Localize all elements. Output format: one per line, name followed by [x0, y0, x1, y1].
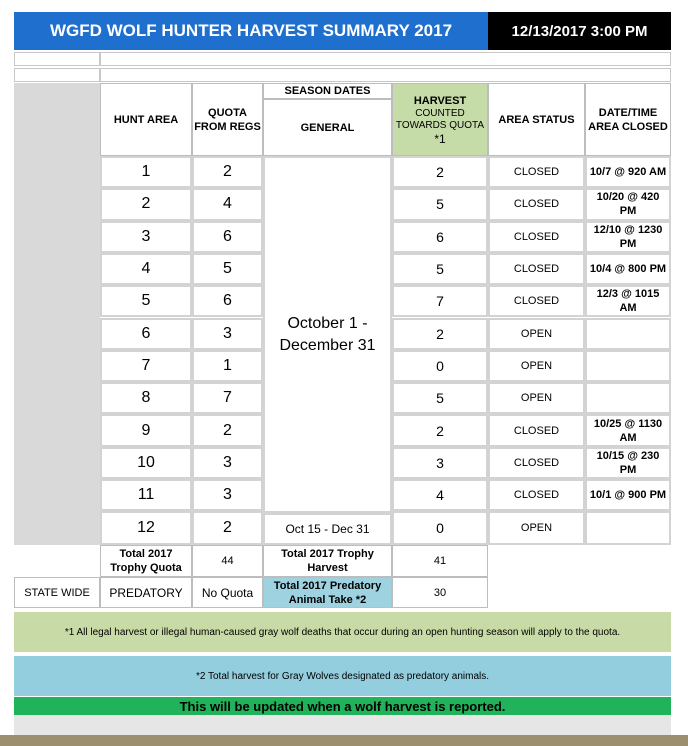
- header-season-dates: SEASON DATES: [263, 83, 392, 99]
- status-cell: OPEN: [488, 382, 585, 414]
- quota-cell: 6: [192, 285, 263, 317]
- blank-cell: [100, 68, 671, 82]
- closed-datetime-cell: 10/7 @ 920 AM: [585, 156, 671, 188]
- hunt-area-cell: 1: [100, 156, 192, 188]
- closed-datetime-cell: [585, 511, 671, 545]
- status-cell: CLOSED: [488, 188, 585, 220]
- statewide-quota: No Quota: [192, 577, 263, 608]
- harvest-cell: 0: [392, 350, 488, 382]
- closed-datetime-cell: [585, 350, 671, 382]
- header-harvest-sub: COUNTED TOWARDS QUOTA: [395, 107, 485, 131]
- closed-datetime-cell: 10/25 @ 1130 AM: [585, 414, 671, 446]
- harvest-cell: 5: [392, 188, 488, 220]
- statewide-type: PREDATORY: [100, 577, 192, 608]
- header-harvest-title: HARVEST: [413, 94, 467, 107]
- harvest-cell: 6: [392, 221, 488, 253]
- harvest-cell: 7: [392, 285, 488, 317]
- blank-cell: [14, 52, 100, 66]
- harvest-cell: 2: [392, 414, 488, 446]
- header-datetime-closed: DATE/TIME AREA CLOSED: [585, 83, 671, 156]
- report-datetime: 12/13/2017 3:00 PM: [488, 12, 671, 50]
- total-harvest-value: 41: [392, 545, 488, 577]
- status-cell: CLOSED: [488, 285, 585, 317]
- header-general: GENERAL: [263, 99, 392, 156]
- harvest-cell: 0: [392, 511, 488, 545]
- footer-blank: [14, 715, 671, 735]
- status-cell: CLOSED: [488, 447, 585, 479]
- footnote-1: *1 All legal harvest or illegal human-caused gray wolf deaths that occur during an open hunting season will apply to the quota.: [14, 612, 671, 652]
- status-cell: OPEN: [488, 350, 585, 382]
- left-margin-band: [14, 83, 100, 545]
- closed-datetime-cell: [585, 382, 671, 414]
- hunt-area-cell: 5: [100, 285, 192, 317]
- closed-datetime-cell: 12/10 @ 1230 PM: [585, 221, 671, 253]
- header-quota: QUOTA FROM REGS: [192, 83, 263, 156]
- footnote-2: *2 Total harvest for Gray Wolves designated as predatory animals.: [14, 656, 671, 696]
- harvest-cell: 2: [392, 318, 488, 350]
- predatory-take-label: Total 2017 Predatory Animal Take *2: [263, 577, 392, 608]
- blank-cell: [100, 52, 671, 66]
- total-quota-label: Total 2017 Trophy Quota: [100, 545, 192, 577]
- header-hunt-area: HUNT AREA: [100, 83, 192, 156]
- closed-datetime-cell: [585, 318, 671, 350]
- closed-datetime-cell: 10/15 @ 230 PM: [585, 447, 671, 479]
- closed-datetime-cell: 10/1 @ 900 PM: [585, 479, 671, 511]
- blank-cell: [14, 68, 100, 82]
- season-general-cell: October 1 - December 31: [263, 156, 392, 513]
- hunt-area-cell: 11: [100, 479, 192, 511]
- harvest-cell: 5: [392, 253, 488, 285]
- total-quota-value: 44: [192, 545, 263, 577]
- quota-cell: 4: [192, 188, 263, 220]
- closed-datetime-cell: 10/4 @ 800 PM: [585, 253, 671, 285]
- status-cell: CLOSED: [488, 156, 585, 188]
- status-cell: CLOSED: [488, 479, 585, 511]
- hunt-area-cell: 12: [100, 511, 192, 545]
- quota-cell: 5: [192, 253, 263, 285]
- quota-cell: 3: [192, 318, 263, 350]
- total-harvest-label: Total 2017 Trophy Harvest: [263, 545, 392, 577]
- harvest-cell: 5: [392, 382, 488, 414]
- header-harvest: [392, 83, 488, 156]
- predatory-take-value: 30: [392, 577, 488, 608]
- page-title: WGFD WOLF HUNTER HARVEST SUMMARY 2017: [14, 12, 488, 50]
- season-area12-cell: Oct 15 - Dec 31: [263, 513, 392, 545]
- quota-cell: 2: [192, 414, 263, 446]
- hunt-area-cell: 4: [100, 253, 192, 285]
- closed-datetime-cell: 12/3 @ 1015 AM: [585, 285, 671, 317]
- quota-cell: 3: [192, 479, 263, 511]
- hunt-area-cell: 7: [100, 350, 192, 382]
- hunt-area-cell: 10: [100, 447, 192, 479]
- harvest-cell: 3: [392, 447, 488, 479]
- hunt-area-cell: 3: [100, 221, 192, 253]
- header-harvest-note: *1: [434, 131, 446, 146]
- hunt-area-cell: 2: [100, 188, 192, 220]
- quota-cell: 7: [192, 382, 263, 414]
- hunt-area-cell: 9: [100, 414, 192, 446]
- header-area-status: AREA STATUS: [488, 83, 585, 156]
- quota-cell: 2: [192, 156, 263, 188]
- status-cell: OPEN: [488, 511, 585, 545]
- update-notice: This will be updated when a wolf harvest is reported.: [14, 697, 671, 715]
- statewide-label: STATE WIDE: [14, 577, 100, 608]
- status-cell: CLOSED: [488, 253, 585, 285]
- quota-cell: 3: [192, 447, 263, 479]
- hunt-area-cell: 6: [100, 318, 192, 350]
- bottom-band: [0, 735, 688, 746]
- quota-cell: 6: [192, 221, 263, 253]
- closed-datetime-cell: 10/20 @ 420 PM: [585, 188, 671, 220]
- harvest-cell: 4: [392, 479, 488, 511]
- hunt-area-cell: 8: [100, 382, 192, 414]
- status-cell: CLOSED: [488, 414, 585, 446]
- quota-cell: 1: [192, 350, 263, 382]
- status-cell: CLOSED: [488, 221, 585, 253]
- harvest-cell: 2: [392, 156, 488, 188]
- status-cell: OPEN: [488, 318, 585, 350]
- quota-cell: 2: [192, 511, 263, 545]
